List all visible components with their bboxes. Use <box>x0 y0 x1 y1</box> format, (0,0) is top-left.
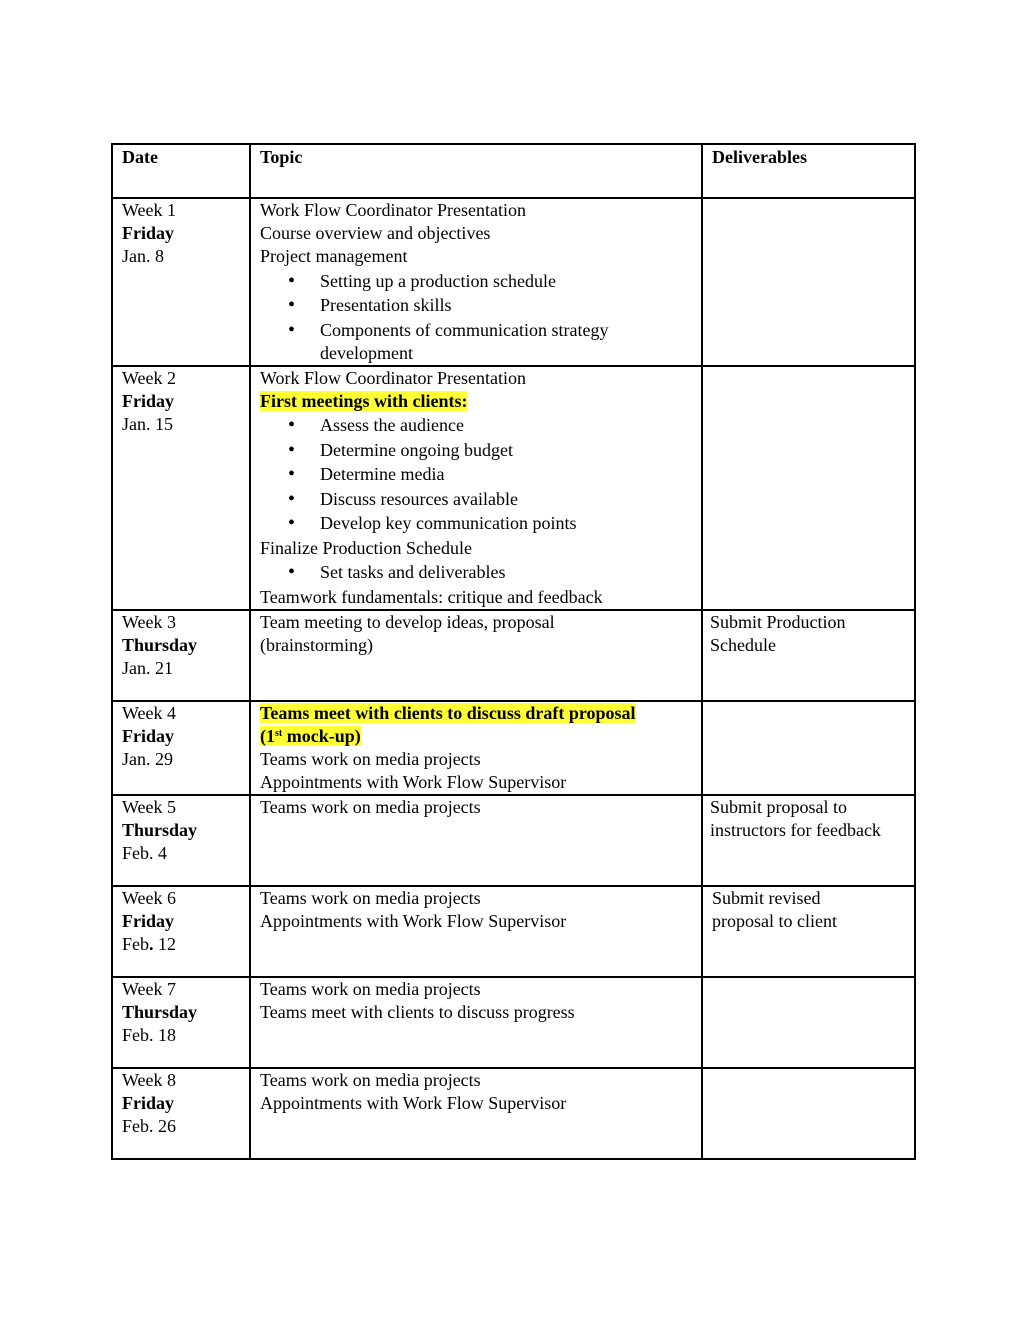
header-deliverables: Deliverables <box>702 144 915 198</box>
topic-cell <box>250 1068 702 1159</box>
deliverable-line: Submit revised <box>712 887 821 908</box>
topic-line: Work Flow Coordinator Presentation <box>260 367 527 388</box>
day-label: Thursday <box>122 1001 198 1022</box>
topic-line: Teams meet with clients to discuss progress <box>260 1001 575 1022</box>
schedule-table <box>111 143 916 1160</box>
highlighted-heading: (1st mock-up) <box>260 725 361 746</box>
header-topic: Topic <box>250 144 702 198</box>
topic-line: (brainstorming) <box>260 634 373 655</box>
topic-line: Appointments with Work Flow Supervisor <box>260 771 567 792</box>
date-label: Feb. 18 <box>122 1024 176 1045</box>
date-label: Feb. 4 <box>122 842 167 863</box>
week-label: Week 8 <box>122 1069 177 1090</box>
list-item: • Components of communication strategy development <box>260 319 701 365</box>
deliverables-cell <box>702 198 915 366</box>
list-item: • Setting up a production schedule <box>260 270 701 293</box>
topic-line: Teams work on media projects <box>260 887 481 908</box>
day-label: Friday <box>122 390 174 411</box>
week-label: Week 2 <box>122 367 177 388</box>
date-cell <box>112 701 250 795</box>
deliverable-line: Submit Production <box>710 611 846 632</box>
highlighted-heading: First meetings with clients: <box>260 390 468 411</box>
topic-line: Project management <box>260 246 408 266</box>
week-label: Week 5 <box>122 796 177 817</box>
topic-cell <box>250 366 702 610</box>
list-item: • Discuss resources available <box>260 488 701 511</box>
bullet-list <box>260 561 701 584</box>
day-label: Friday <box>122 1092 174 1113</box>
topic-line: Appointments with Work Flow Supervisor <box>260 1092 567 1113</box>
day-label: Friday <box>122 725 174 746</box>
table-row <box>112 795 915 886</box>
topic-line: Appointments with Work Flow Supervisor <box>260 910 567 931</box>
date-label: Jan. 8 <box>122 246 164 266</box>
table-row <box>112 610 915 701</box>
table-row <box>112 366 915 610</box>
deliverables-cell <box>702 1068 915 1159</box>
topic-cell <box>250 886 702 977</box>
topic-line: Teams work on media projects <box>260 748 481 769</box>
table-row <box>112 886 915 977</box>
topic-line: Team meeting to develop ideas, proposal <box>260 611 555 632</box>
deliverable-line: Submit proposal to <box>710 796 848 817</box>
date-label: Jan. 15 <box>122 413 173 434</box>
date-cell <box>112 366 250 610</box>
topic-cell <box>250 977 702 1068</box>
topic-cell <box>250 795 702 886</box>
list-item: • Determine ongoing budget <box>260 439 701 462</box>
topic-line: Teamwork fundamentals: critique and feedback <box>260 586 603 607</box>
table-row <box>112 198 915 366</box>
list-item: • Presentation skills <box>260 294 701 317</box>
date-cell <box>112 977 250 1068</box>
topic-line: Work Flow Coordinator Presentation <box>260 200 527 220</box>
deliverables-cell <box>702 701 915 795</box>
table-row <box>112 1068 915 1159</box>
date-label: Feb. 12 <box>122 933 176 954</box>
date-cell <box>112 795 250 886</box>
deliverables-cell <box>702 977 915 1068</box>
header-row <box>112 144 915 198</box>
list-item: • Develop key communication points <box>260 512 701 535</box>
superscript: st <box>275 727 283 739</box>
deliverables-cell <box>702 610 915 701</box>
date-label: Jan. 21 <box>122 657 173 678</box>
date-cell <box>112 198 250 366</box>
day-label: Thursday <box>122 634 198 655</box>
deliverable-line: Schedule <box>710 634 776 655</box>
date-cell <box>112 610 250 701</box>
day-label: Thursday <box>122 819 198 840</box>
topic-cell <box>250 610 702 701</box>
bullet-list <box>260 414 701 535</box>
deliverables-cell <box>702 366 915 610</box>
topic-line: Finalize Production Schedule <box>260 537 472 558</box>
topic-line: Teams work on media projects <box>260 978 481 999</box>
deliverable-line: instructors for feedback <box>710 819 881 840</box>
topic-cell <box>250 198 702 366</box>
topic-line: Teams work on media projects <box>260 1069 481 1090</box>
day-label: Friday <box>122 223 174 243</box>
week-label: Week 3 <box>122 611 177 632</box>
header-date: Date <box>112 144 250 198</box>
deliverables-cell <box>702 795 915 886</box>
week-label: Week 6 <box>122 887 177 908</box>
date-label: Feb. 26 <box>122 1115 176 1136</box>
table-row <box>112 701 915 795</box>
week-label: Week 4 <box>122 702 177 723</box>
date-cell <box>112 1068 250 1159</box>
deliverable-line: proposal to client <box>712 910 837 931</box>
week-label: Week 7 <box>122 978 177 999</box>
list-item: • Set tasks and deliverables <box>260 561 701 584</box>
date-cell <box>112 886 250 977</box>
week-label: Week 1 <box>122 200 177 220</box>
table-row <box>112 977 915 1068</box>
date-label: Jan. 29 <box>122 748 173 769</box>
deliverables-cell <box>702 886 915 977</box>
topic-cell <box>250 701 702 795</box>
list-item: • Assess the audience <box>260 414 701 437</box>
bullet-list <box>260 270 701 365</box>
topic-line: Course overview and objectives <box>260 223 491 243</box>
day-label: Friday <box>122 910 174 931</box>
highlighted-heading: Teams meet with clients to discuss draft proposal <box>260 702 636 723</box>
topic-line: Teams work on media projects <box>260 796 481 817</box>
list-item: • Determine media <box>260 463 701 486</box>
